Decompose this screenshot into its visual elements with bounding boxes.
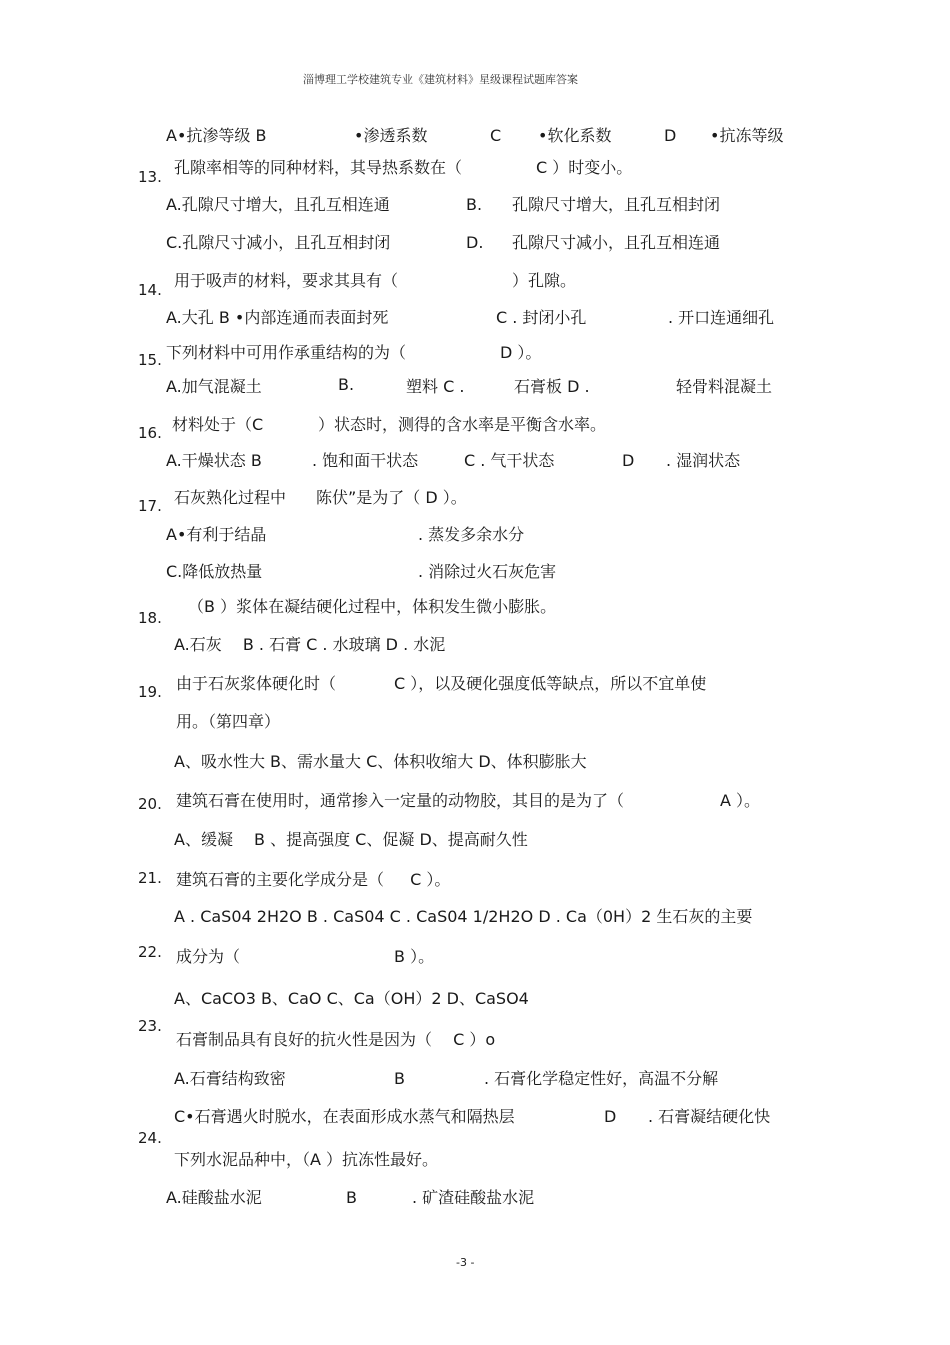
option-line: B [346, 1188, 357, 1207]
page-header: 淄博理工学校建筑专业《建筑材料》星级课程试题库答案 [303, 73, 578, 86]
question-number: 17. [138, 497, 162, 515]
option-line: A.干燥状态 B [166, 451, 262, 470]
option-line: D [604, 1107, 617, 1126]
question-number: 13. [138, 168, 162, 186]
question-text: 建筑石膏的主要化学成分是（ C ）。 [176, 870, 451, 889]
option-line: C [490, 126, 502, 145]
question-number: 18. [138, 609, 162, 627]
question-number: 16. [138, 424, 162, 442]
option-line: •软化系数 [538, 126, 612, 145]
question-text: D ）。 [500, 343, 542, 362]
question-text: 用。（第四章） [176, 712, 281, 731]
question-number: 20. [138, 795, 162, 813]
option-line: A•抗渗等级 B [166, 126, 267, 145]
option-line: . 湿润状态 [666, 451, 741, 470]
option-line: . 石膏化学稳定性好，高温不分解 [484, 1069, 719, 1088]
option-line: B. [466, 195, 483, 214]
question-text: 陈伏”是为了（ D ）。 [316, 488, 467, 507]
question-number: 14. [138, 281, 162, 299]
option-line: D. [466, 233, 484, 252]
option-line: A.石膏结构致密 [174, 1069, 286, 1088]
option-line: A.加气混凝土 [166, 377, 262, 396]
question-number: 21. [138, 869, 162, 887]
option-line: A、CaCO3 B、CaO C、Ca（OH）2 D、CaSO4 [174, 989, 529, 1008]
question-text: A ）。 [720, 791, 761, 810]
option-line: A.大孔 B •内部连通而表面封死 [166, 308, 389, 327]
option-line: . 蒸发多余水分 [418, 525, 525, 544]
option-line: C.降低放热量 [166, 562, 263, 581]
option-line: . 饱和面干状态 [312, 451, 419, 470]
question-text: C ），以及硬化强度低等缺点，所以不宜单使 [394, 674, 707, 693]
option-line: A、缓凝 B 、提高强度 C、促凝 D、提高耐久性 [174, 830, 528, 849]
question-text: ）孔隙。 [512, 271, 577, 290]
question-text: 建筑石膏在使用时，通常掺入一定量的动物胶，其目的是为了（ [176, 791, 625, 810]
question-text: 石膏制品具有良好的抗火性是因为（ C ）o [176, 1030, 496, 1049]
option-line: . 矿渣硅酸盐水泥 [412, 1188, 535, 1207]
question-text: 成分为（ [176, 947, 241, 966]
option-line: 石膏板 D . [514, 377, 590, 396]
question-text: 孔隙率相等的同种材料，其导热系数在（ [174, 158, 463, 177]
option-line: . 开口连通细孔 [668, 308, 775, 327]
option-line: C.孔隙尺寸减小，且孔互相封闭 [166, 233, 391, 252]
question-text: B ）。 [394, 947, 435, 966]
option-line: 塑料 C . [406, 377, 465, 396]
option-line: 轻骨料混凝土 [676, 377, 773, 396]
option-line: •渗透系数 [354, 126, 428, 145]
option-line: A.孔隙尺寸增大，且孔互相连通 [166, 195, 390, 214]
option-line: A.石灰 B . 石膏 C . 水玻璃 D . 水泥 [174, 635, 446, 654]
question-text: （B ）浆体在凝结硬化过程中，体积发生微小膨胀。 [188, 597, 557, 616]
question-number: 23. [138, 1017, 162, 1035]
option-line: D [622, 451, 635, 470]
option-line: C . 封闭小孔 [496, 308, 587, 327]
option-line: 孔隙尺寸减小，且孔互相连通 [512, 233, 721, 252]
question-text: 材料处于（C [172, 415, 264, 434]
option-line: C•石膏遇火时脱水，在表面形成水蒸气和隔热层 [174, 1107, 515, 1126]
option-line: A•有利于结晶 [166, 525, 267, 544]
question-text: 用于吸声的材料，要求其具有（ [174, 271, 399, 290]
option-line: •抗冻等级 [710, 126, 784, 145]
question-text: 下列水泥品种中，（A ）抗冻性最好。 [174, 1150, 439, 1169]
option-line: B [394, 1069, 405, 1088]
option-line: . 消除过火石灰危害 [418, 562, 557, 581]
question-number: 22. [138, 943, 162, 961]
option-line: C . 气干状态 [464, 451, 555, 470]
question-number: 15. [138, 351, 162, 369]
option-line: 孔隙尺寸增大，且孔互相封闭 [512, 195, 721, 214]
option-line: A、吸水性大 B、需水量大 C、体积收缩大 D、体积膨胀大 [174, 752, 587, 771]
question-number: 24. [138, 1129, 162, 1147]
question-text: 由于石灰浆体硬化时（ [176, 674, 337, 693]
question-number: 19. [138, 683, 162, 701]
option-line: A . CaS04 2H2O B . CaS04 C . CaS04 1/2H2O D . Ca（0H）2 生石灰的主要 [174, 907, 753, 926]
question-text: 石灰熟化过程中 [174, 488, 287, 507]
question-text: ）状态时，测得的含水率是平衡含水率。 [318, 415, 607, 434]
option-line: A.硅酸盐水泥 [166, 1188, 262, 1207]
question-text: 下列材料中可用作承重结构的为（ [166, 343, 407, 362]
option-line: B. [338, 375, 355, 394]
page-number: -3 - [456, 1256, 475, 1269]
option-line: D [664, 126, 677, 145]
question-text: C ）时变小。 [536, 158, 633, 177]
option-line: . 石膏凝结硬化快 [648, 1107, 771, 1126]
